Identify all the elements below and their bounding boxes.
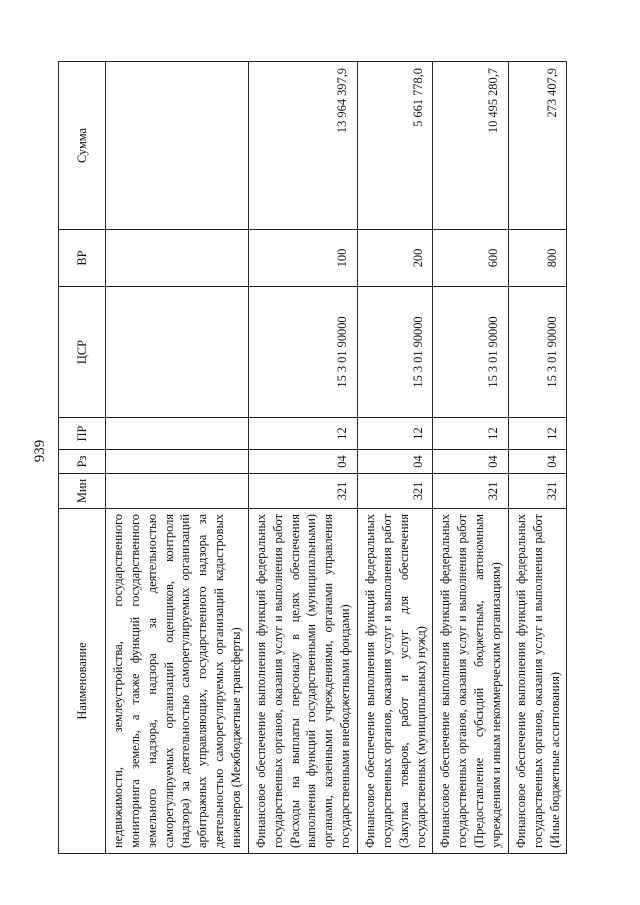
budget-table	[58, 61, 567, 854]
budget-table-container	[58, 62, 599, 854]
row-name: Финансовое обеспечение выполнения функций федеральных государственных органов, оказания услуг и выполнения работ (Иные бюджетные ассигнования)	[508, 509, 567, 854]
row-sum: 273 407,9	[508, 62, 567, 230]
row-pr: 12	[508, 418, 567, 450]
row-min: 321	[508, 474, 567, 509]
row-name: недвижимости, землеустройства, государственного мониторинга земель, а также функций государственного земельного надзора, надзора за деятельностью саморегулируемых организаций оценщиков, контроля (надзора) за деятельностью саморегулируемых организаций арбитражных управляющих, государственного надзора за деятельностью саморегулируемых организаций кадастровых инженеров (Межбюджетные трансферты)	[106, 509, 249, 854]
row-rz: 04	[508, 450, 567, 474]
row-rz	[106, 450, 249, 474]
row-vr: 800	[508, 230, 567, 287]
row-pr	[106, 418, 249, 450]
table-header-row	[59, 62, 106, 854]
row-name: Финансовое обеспечение выполнения функций федеральных государственных органов, оказания услуг и выполнения работ (Расходы на выплаты персоналу в целях обеспечения выполнения функций государственными (муниципальными) органами, казенными учреждениями, органами управления государственными внебюджетными фондами)	[248, 509, 357, 854]
row-csr: 15 3 01 90000	[508, 287, 567, 418]
row-vr: 100	[248, 230, 357, 287]
table-row	[106, 62, 249, 854]
header-min: Мин	[59, 474, 106, 509]
page-number: 939	[32, 439, 48, 463]
row-pr: 12	[358, 418, 433, 450]
header-rz: Рз	[59, 450, 106, 474]
row-sum: 10 495 280,7	[433, 62, 508, 230]
row-vr	[106, 230, 249, 287]
row-name: Финансовое обеспечение выполнения функций федеральных государственных органов, оказания услуг и выполнения работ (Предоставление субсидий бюджетным, автономным учреждениям и иным некоммерческим организациям)	[433, 509, 508, 854]
header-vr: ВР	[59, 230, 106, 287]
table-row	[358, 62, 433, 854]
table-row	[433, 62, 508, 854]
header-sum: Сумма	[59, 62, 106, 230]
row-min: 321	[358, 474, 433, 509]
header-csr: ЦСР	[59, 287, 106, 418]
row-min	[106, 474, 249, 509]
row-vr: 200	[358, 230, 433, 287]
row-rz: 04	[433, 450, 508, 474]
row-name: Финансовое обеспечение выполнения функций федеральных государственных органов, оказания услуг и выполнения работ (Закупка товаров, работ и услуг для обеспечения государственных (муниципальных) нужд)	[358, 509, 433, 854]
row-csr: 15 3 01 90000	[433, 287, 508, 418]
row-sum: 13 964 397,9	[248, 62, 357, 230]
row-sum: 5 661 778,0	[358, 62, 433, 230]
row-rz: 04	[358, 450, 433, 474]
row-pr: 12	[433, 418, 508, 450]
row-csr: 15 3 01 90000	[248, 287, 357, 418]
row-csr	[106, 287, 249, 418]
row-vr: 600	[433, 230, 508, 287]
row-min: 321	[248, 474, 357, 509]
table-row	[248, 62, 357, 854]
table-row	[508, 62, 567, 854]
row-sum	[106, 62, 249, 230]
row-min: 321	[433, 474, 508, 509]
row-csr: 15 3 01 90000	[358, 287, 433, 418]
header-pr: ПР	[59, 418, 106, 450]
row-pr: 12	[248, 418, 357, 450]
row-rz: 04	[248, 450, 357, 474]
header-name: Наименование	[59, 509, 106, 854]
